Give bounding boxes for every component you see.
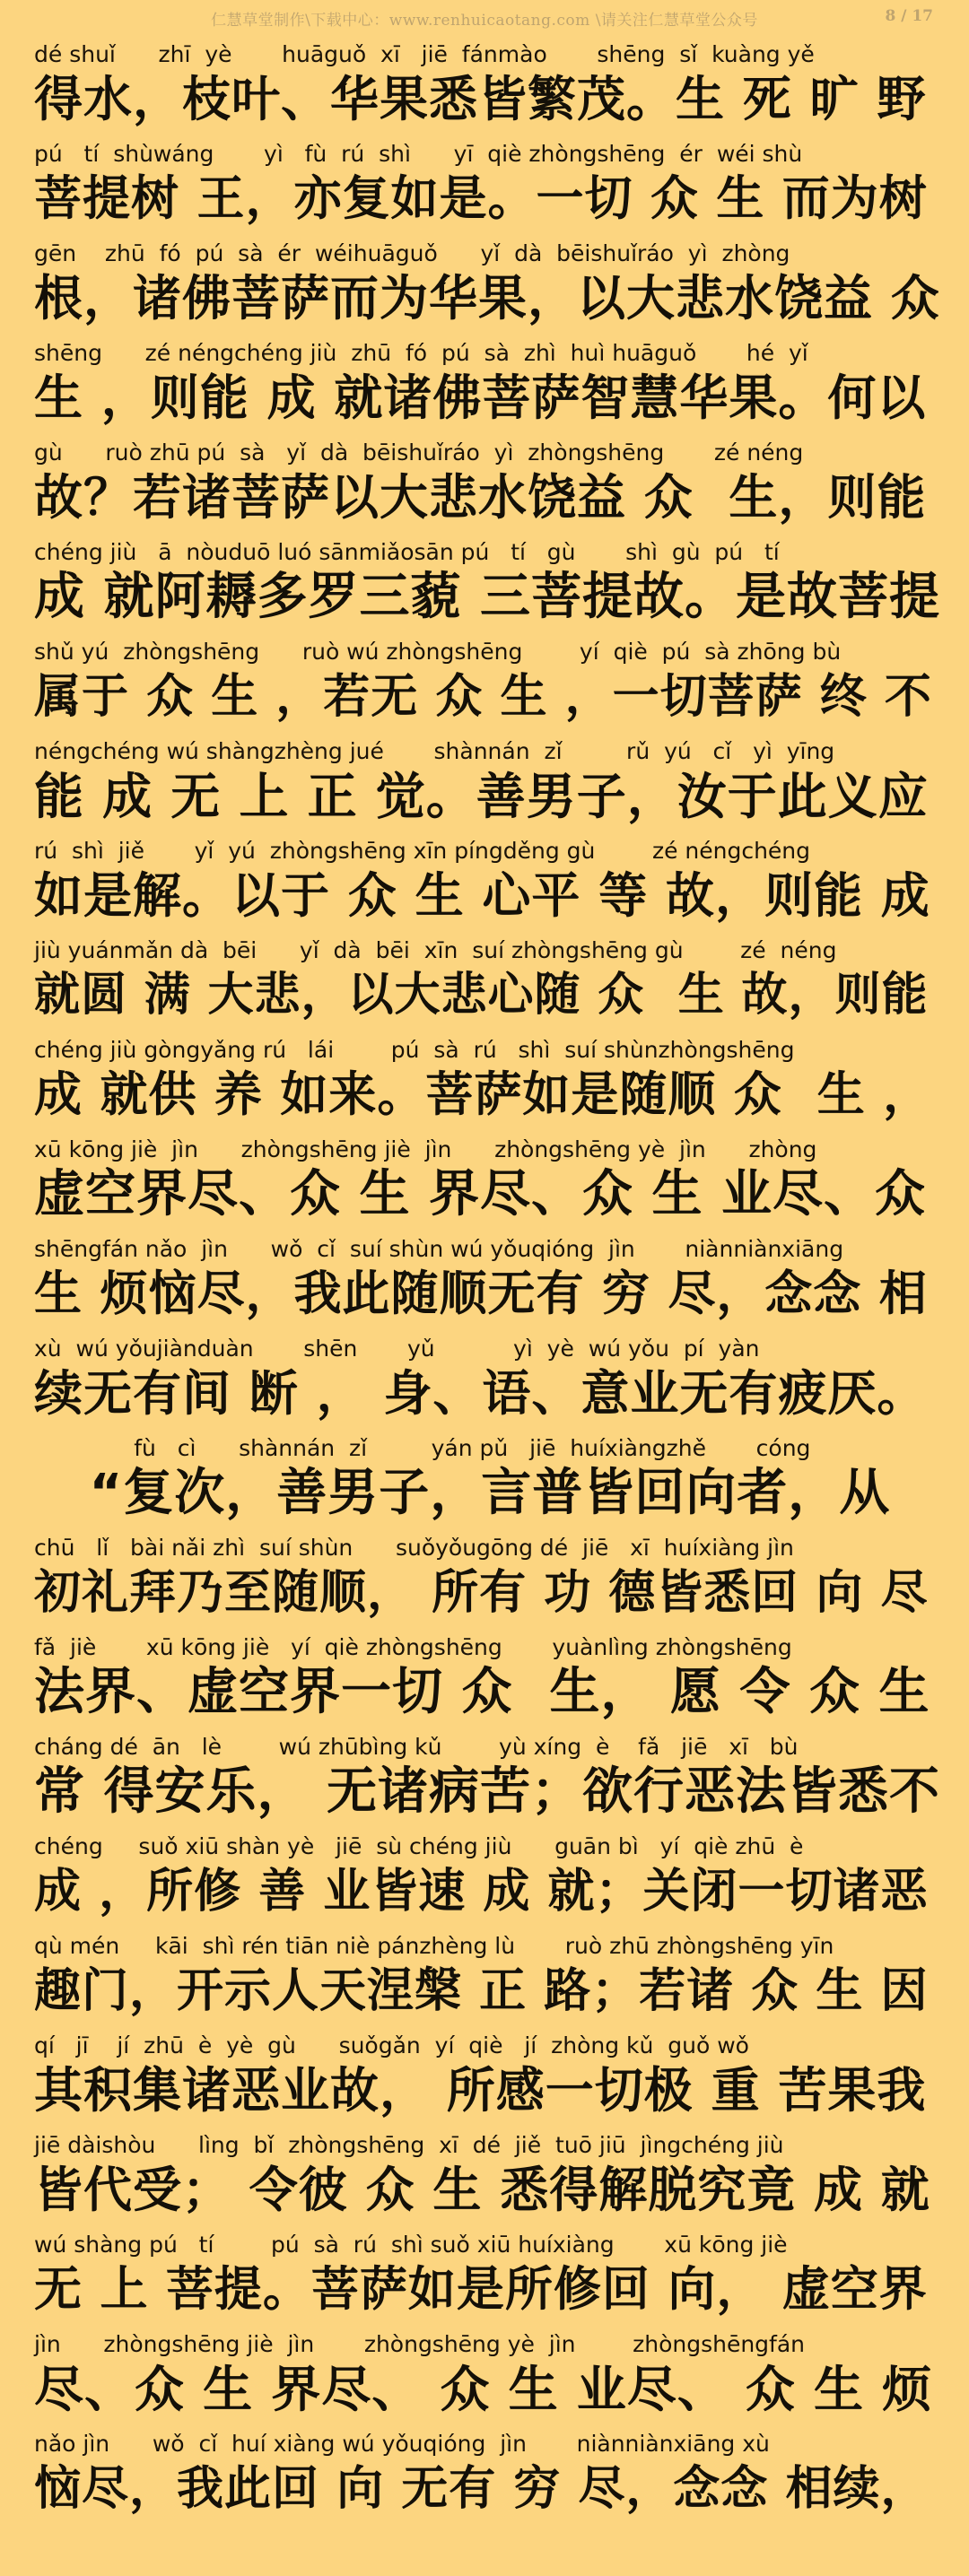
pinyin-line: xū kōng jiè jìn zhòngshēng jiè jìn zhòngshēng yè jìn zhòng — [34, 1136, 817, 1162]
hanzi-line: 能 成 无 上 正 觉。善男子，汝于此义应 — [34, 768, 929, 825]
hanzi-line: 属于 众 生 ，若无 众 生 ，一切菩萨 终 不 — [34, 670, 932, 724]
text-line — [34, 1234, 940, 1334]
pinyin-line: chū lǐ bài nǎi zhì suí shùn suǒyǒugōng dé jiē xī huíxiàng jìn — [34, 1535, 794, 1561]
hanzi-line: 法界、虚空界一切 众 生， 愿 令 众 生 — [34, 1663, 930, 1721]
text-line — [34, 1533, 940, 1632]
hanzi-line: 成 就供 养 如来。菩萨如是随顺 众 生 ， — [34, 1067, 932, 1122]
pinyin-line: jìn zhòngshēng jiè jìn zhòngshēng yè jìn zhòngshēngfán — [34, 2331, 806, 2357]
text-body — [34, 39, 940, 2528]
pinyin-line: chéng jiù ā nòuduō luó sānmiǎosān pú tí gù shì gù pú tí — [34, 539, 780, 565]
text-line — [34, 1334, 940, 1433]
hanzi-line: 成 ，所修 善 业皆速 成 就；关闭一切诸恶 — [34, 1865, 929, 1919]
header-text: 仁慧草堂制作\下载中心：www.renhuicaotang.com \请关注仁慧草堂公众号 — [211, 12, 758, 30]
text-line — [34, 836, 940, 936]
text-line — [34, 239, 940, 338]
pinyin-line: jiù yuánmǎn dà bēi yǐ dà bēi xīn suí zhòngshēng gù zé néng — [34, 937, 837, 963]
text-line — [34, 1035, 940, 1135]
hanzi-line: 无 上 菩提。菩萨如是所修回 向， 虚空界 — [34, 2262, 928, 2317]
pinyin-line: chéng jiù gòngyǎng rú lái pú sà rú shì suí shùnzhòngshēng — [34, 1037, 795, 1063]
text-line — [34, 1632, 940, 1732]
hanzi-line: 初礼拜乃至随顺， 所有 功 德皆悉回 向 尽 — [34, 1566, 929, 1620]
hanzi-line: 续无有间 断 ， 身、语、意业无有疲厌。 — [34, 1365, 927, 1422]
text-line — [34, 1931, 940, 2031]
hanzi-line: 虚空界尽、众 生 界尽、众 生 业尽、众 — [34, 1165, 926, 1223]
pinyin-line: rú shì jiě yǐ yú zhòngshēng xīn píngděng gù zé néngchéng — [34, 838, 811, 864]
hanzi-line: 得水，枝叶、华果悉皆繁茂。生 死 旷 野 — [34, 71, 927, 127]
text-line — [34, 2130, 940, 2230]
text-line — [34, 1135, 940, 1234]
pinyin-line: qí jī jí zhū è yè gù suǒgǎn yí qiè jí zhòng kǔ guǒ wǒ — [34, 2032, 749, 2058]
hanzi-line: 如是解。以于 众 生 心平 等 故，则能 成 — [34, 867, 930, 924]
pinyin-line: chéng suǒ xiū shàn yè jiē sù chéng jiù guān bì yí qiè zhū è — [34, 1833, 804, 1859]
pinyin-line: pú tí shùwáng yì fù rú shì yī qiè zhòngshēng ér wéi shù — [34, 141, 803, 167]
hanzi-line: “复次，善男子，言普皆回向者，从 — [34, 1464, 891, 1522]
text-line — [34, 1732, 940, 1832]
hanzi-line: 趣门，开示人天涅槃 正 路；若诸 众 生 因 — [34, 1964, 929, 2018]
text-line — [34, 438, 940, 537]
pinyin-line: gù ruò zhū pú sà yǐ dà bēishuǐráo yì zhòngshēng zé néng — [34, 439, 804, 466]
text-line — [34, 139, 940, 239]
pinyin-line: cháng dé ān lè wú zhūbìng kǔ yù xíng è fǎ jiē xī bù — [34, 1734, 799, 1760]
hanzi-line: 恼尽，我此回 向 无有 穷 尽，念念 相续， — [34, 2462, 929, 2516]
hanzi-line: 皆代受； 令彼 众 生 悉得解脱究竟 成 就 — [34, 2162, 930, 2218]
text-line — [34, 1832, 940, 1931]
hanzi-line: 生 ，则能 成 就诸佛菩萨智慧华果。何以 — [34, 370, 927, 426]
pinyin-line: nǎo jìn wǒ cǐ huí xiàng wú yǒuqióng jìn niànniànxiāng xù — [34, 2431, 770, 2457]
pinyin-line: fǎ jiè xū kōng jiè yí qiè zhòngshēng yuànlìng zhòngshēng — [34, 1634, 792, 1660]
text-line — [34, 2230, 940, 2329]
pinyin-line: qù mén kāi shì rén tiān niè pánzhèng lù ruò zhū zhòngshēng yīn — [34, 1933, 834, 1959]
pinyin-line: shēngfán nǎo jìn wǒ cǐ suí shùn wú yǒuqióng jìn niànniànxiāng — [34, 1236, 844, 1262]
text-line — [34, 2429, 940, 2528]
pinyin-line: shǔ yú zhòngshēng ruò wú zhòngshēng yí qiè pú sà zhōng bù — [34, 639, 842, 665]
text-line — [34, 936, 940, 1035]
page-number: 8 / 17 — [885, 7, 933, 25]
page-header — [0, 0, 969, 39]
hanzi-line: 根，诸佛菩萨而为华果，以大悲水饶益 众 — [34, 270, 940, 326]
pinyin-line: shēng zé néngchéng jiù zhū fó pú sà zhì huì huāguǒ hé yǐ — [34, 340, 808, 366]
pinyin-line: xù wú yǒujiànduàn shēn yǔ yì yè wú yǒu pí yàn — [34, 1336, 760, 1362]
pinyin-line: gēn zhū fó pú sà ér wéihuāguǒ yǐ dà bēishuǐráo yì zhòng — [34, 240, 790, 266]
hanzi-line: 其积集诸恶业故， 所感一切极 重 苦果我 — [34, 2062, 927, 2119]
text-line — [34, 736, 940, 836]
pinyin-line: jiē dàishòu lìng bǐ zhòngshēng xī dé jiě tuō jiū jìngchéng jiù — [34, 2132, 784, 2158]
hanzi-line: 常 得安乐， 无诸病苦；欲行恶法皆悉不 — [34, 1762, 940, 1821]
text-line — [34, 2329, 940, 2429]
pinyin-line: fù cì shànnán zǐ yán pǔ jiē huíxiàngzhě cóng — [34, 1435, 811, 1461]
text-line — [34, 338, 940, 438]
pinyin-line: néngchéng wú shàngzhèng jué shànnán zǐ rǔ yú cǐ yì yīng — [34, 738, 835, 764]
text-line — [34, 637, 940, 736]
text-line — [34, 1433, 940, 1533]
hanzi-line: 故？若诸菩萨以大悲水饶益 众 生，则能 — [34, 469, 927, 526]
hanzi-line: 生 烦恼尽，我此随顺无有 穷 尽，念念 相 — [34, 1266, 928, 1321]
pinyin-line: dé shuǐ zhī yè huāguǒ xī jiē fánmào shēng sǐ kuàng yě — [34, 41, 815, 67]
hanzi-line: 尽、众 生 界尽、 众 生 业尽、 众 生 烦 — [34, 2361, 933, 2418]
pinyin-line: wú shàng pú tí pú sà rú shì suǒ xiū huíxiàng xū kōng jiè — [34, 2232, 788, 2258]
hanzi-line: 成 就阿耨多罗三藐 三菩提故。是故菩提 — [34, 568, 940, 626]
text-line — [34, 537, 940, 637]
hanzi-line: 菩提树 王，亦复如是。一切 众 生 而为树 — [34, 171, 928, 226]
text-line — [34, 39, 940, 139]
text-line — [34, 2031, 940, 2130]
hanzi-line: 就圆 满 大悲，以大悲心随 众 生 故，则能 — [34, 969, 929, 1022]
